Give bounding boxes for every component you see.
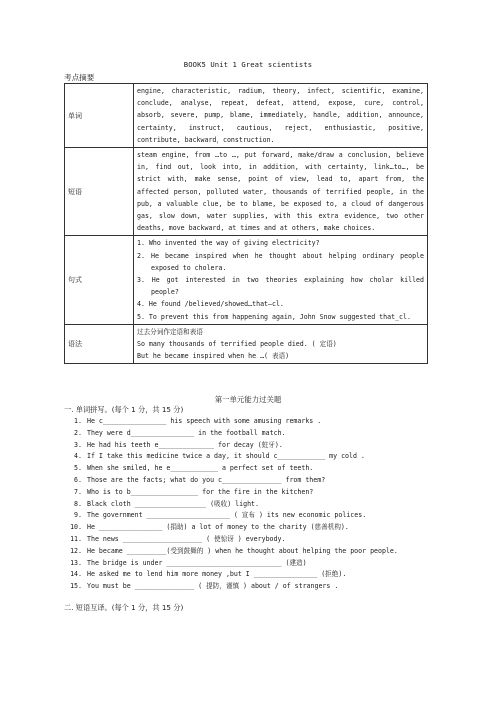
pattern-item: 5. To prevent this from happening again, John Snow suggested that_cl. [137,312,411,321]
list-item: 12. He became __________(受到鼓舞的 ) when he thought about helping the poor people. [70,546,398,555]
grammar-label: 语法 [65,324,134,364]
list-item: 10. He ________________ (捐助) a lot of money to the charity (慈善机构). [70,523,349,532]
pattern-content [134,236,428,324]
list-item: 3. He had his teeth e______________ for decay (蛀牙). [74,440,283,449]
pattern-label: 句式 [65,236,134,324]
pattern-row [65,236,428,324]
phrase-content: steam engine, from …to …, put forward, make/draw a conclusion, believe in, find out, look into, in addition, with certainty, link…to…, be strict with, make sense, point of view, lead to, apart from, the affected person, polluted water, thousands of terrified people, in the pub, a valuable clue, be to blame, be exposed to, a cloud of dangerous gas, slow down, water supplies, with this extra evidence, two other deaths, move backward, at times and at others, make choices. [134,148,428,236]
list-item: 1. He c________________ his speech with some amusing remarks . [74,417,322,425]
vocab-content: engine, characteristic, radium, theory, infect, scientific, examine, conclude, analyse, repeat, defeat, attend, expose, cure, control, absorb, severe, pump, blame, immediately, handle, addition, announce, certainty, instruct, cautious, reject, enthusiastic, positive, contribute, backward，construction. [134,84,428,148]
list-item: 4. If I take this medicine twice a day, it should c____________ my cold . [74,452,365,461]
section-one-heading: 一. 单词拼写。(每个 1 分，共 15 分) [64,405,184,414]
pattern-item: 2. He became inspired when he thought about helping ordinary people exposed to cholera. [137,251,424,272]
summary-table [64,83,428,364]
pattern-item: 4. He found /believed/showed…that—cl. [137,300,284,309]
list-item: 9. The government _____________________ ( 宣布 ) its new economic polices. [74,511,367,520]
vocab-label: 单词 [65,84,134,148]
list-item: 5. When she smiled, he e____________ a perfect set of teeth. [74,464,314,473]
list-item: 11. The news ____________________ ( 使惊讶 ) everybody. [70,534,286,543]
list-item: 8. Black cloth __________________ (吸收) light. [74,499,259,508]
phrase-label: 短语 [65,148,134,236]
pattern-item: 3. He got interested in two theories explaining how cholar killed people? [137,276,424,297]
summary-heading: 考点摘要 [64,73,95,82]
grammar-line: So many thousands of terrified people died. ( 定语) [137,340,337,349]
grammar-line: But he became inspired when he …( 表语) [137,352,290,361]
spelling-exercise-list [64,416,434,593]
pattern-item: 1. Who invented the way of giving electricity? [137,239,320,248]
grammar-line: 过去分词作定语和表语 [137,327,203,336]
list-item: 7. Who is to b_________________ for the fire in the kitchen? [74,487,314,496]
phrase-row [65,148,428,236]
list-item: 6. Those are the facts; what do you c_______________ from them? [74,475,326,484]
section-two-heading: 二. 短语互译。(每个 1 分，共 15 分) [64,603,184,612]
list-item: 2. They were d________________ in the football match. [74,428,286,437]
document-title: BOOK5 Unit 1 Great scientists [183,60,313,69]
vocab-row [65,84,428,148]
list-item: 14. He asked me to lend him more money ,but I ________________ (拒绝). [70,570,347,579]
exercise-title: 第一单元能力过关题 [214,395,282,404]
grammar-row [65,324,428,364]
list-item: 15. You must be _______________ ( 提防，谨慎 ) about / of strangers . [70,582,339,591]
list-item: 13. The bridge is under _____________________________ (建造) [70,558,307,567]
grammar-content [134,324,428,364]
